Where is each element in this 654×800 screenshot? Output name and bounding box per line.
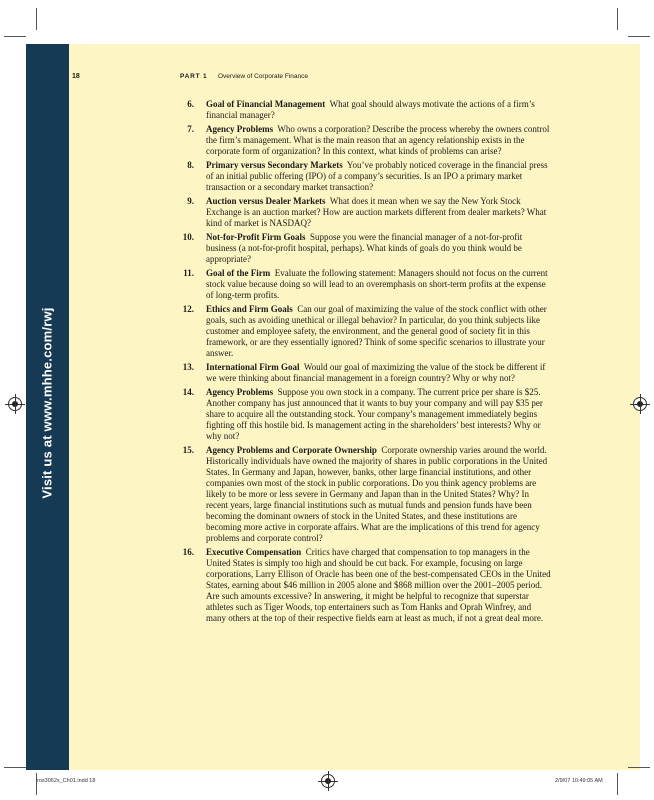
part-label: PART 1 [180, 73, 208, 80]
question-body: Suppose you own stock in a company. The current price per share is $25. Another company has just announced that it wants to buy your company and will pay $35 per share to acquire all the outstanding stock. Your company’s management immediately begins fighting off this hostile bid. Is management acting in the shareholders’ best interests? Why or why not? [206, 387, 543, 441]
sidebar-url-text[interactable]: Visit us at www.mhhe.com/rwj [39, 307, 55, 499]
question-body: Can our goal of maximizing the value of the stock conflict with other goals, such as avoiding unethical or illegal behavior? In particular, do you think subjects like customer and employee safety, the environment, and the general good of society fit in this framework, or are they essentially ignored? Think of some specific scenarios to illustrate your answer. [206, 304, 547, 358]
crop-mark [628, 36, 650, 37]
question-body: What goal should always motivate the actions of a firm’s financial manager? [206, 99, 535, 120]
page-number: 18 [72, 73, 80, 80]
slug-file-name: ros3062x_Ch01.indd 18 [37, 778, 96, 784]
question-item [176, 232, 552, 265]
question-number: 14. [182, 387, 194, 397]
question-item [176, 547, 552, 624]
crop-mark [617, 773, 618, 795]
question-item [176, 124, 552, 157]
question-number: 11. [183, 268, 194, 278]
registration-mark-icon [8, 397, 22, 411]
crop-mark [628, 767, 650, 768]
question-title: Executive Compensation [206, 547, 302, 557]
question-title: Primary versus Secondary Markets [206, 160, 343, 170]
crop-mark [4, 36, 26, 37]
question-number: 10. [182, 232, 194, 242]
question-title: Agency Problems and Corporate Ownership [206, 445, 377, 455]
crop-mark [36, 8, 37, 30]
question-title: Goal of the Firm [206, 268, 271, 278]
question-number: 13. [182, 362, 194, 372]
question-body: Critics have charged that compensation to top managers in the United States is simply too high and should be cut back. For example, focusing on large corporations, Larry Ellison of Oracle has been one of the best-compensated CEOs in the United States, earning about $46 million in 2005 alone and $868 million over the 2001–2005 period. Are such amounts excessive? In answering, it might be helpful to recognize that superstar athletes such as Tiger Woods, top entertainers such as Tom Hanks and Oprah Winfrey, and many others at the top of their respective fields earn at least as much, if not a great deal more. [206, 547, 551, 623]
question-item [176, 362, 552, 384]
question-title: Not-for-Profit Firm Goals [206, 232, 306, 242]
registration-mark-icon [633, 397, 647, 411]
question-item [176, 268, 552, 301]
question-item [176, 304, 552, 359]
question-number: 6. [187, 99, 194, 109]
question-body: Corporate ownership varies around the world. Historically individuals have owned the majority of shares in public corporations in the United States. In Germany and Japan, however, banks, other large financial institutions, and other companies own most of the stock in public corporations. Do you think agency problems are likely to be more or less severe in Germany and Japan than in the United States? Why? In recent years, large financial institutions such as mutual funds and pension funds have been becoming the dominant owners of stock in the United States, and these institutions are becoming more active in corporate affairs. What are the implications of this trend for agency problems and corporate control? [206, 445, 548, 543]
question-list [176, 99, 552, 627]
crop-mark [36, 773, 37, 795]
question-item [176, 160, 552, 193]
part-title: Overview of Corporate Finance [218, 73, 308, 80]
question-body: Suppose you were the financial manager of a not-for-profit business (a not-for-profit hospital, perhaps). What kinds of goals do you think would be appropriate? [206, 232, 523, 264]
question-title: International Firm Goal [206, 362, 300, 372]
question-title: Auction versus Dealer Markets [206, 196, 326, 206]
question-body: You’ve probably noticed coverage in the financial press of an initial public offering (IPO) of a company’s securities. Is an IPO a primary market transaction or a secondary market transaction? [206, 160, 548, 192]
question-title: Agency Problems [206, 387, 274, 397]
question-body: Evaluate the following statement: Managers should not focus on the current stock value because doing so will lead to an overemphasis on short-term profits at the expense of long-term profits. [206, 268, 548, 300]
question-number: 7. [187, 124, 194, 134]
registration-mark-icon [321, 774, 335, 788]
slug-timestamp: 2/9/07 10:49:05 AM [555, 778, 603, 784]
question-number: 9. [187, 196, 194, 206]
question-item [176, 99, 552, 121]
question-number: 12. [182, 304, 194, 314]
question-item [176, 387, 552, 442]
question-title: Agency Problems [206, 124, 274, 134]
crop-mark [4, 767, 26, 768]
question-body: What does it mean when we say the New York Stock Exchange is an auction market? How are auction markets different from dealer markets? What kind of market is NASDAQ? [206, 196, 547, 228]
question-body: Would our goal of maximizing the value of the stock be different if we were thinking about financial management in a foreign country? Why or why not? [206, 362, 546, 383]
question-item [176, 196, 552, 229]
question-title: Ethics and Firm Goals [206, 304, 293, 314]
question-body: Who owns a corporation? Describe the process whereby the owners control the firm’s management. What is the main reason that an agency relationship exists in the corporate form of organization? In this context, what kinds of problems can arise? [206, 124, 550, 156]
question-number: 16. [182, 547, 194, 557]
crop-mark [617, 8, 618, 30]
question-number: 8. [187, 160, 194, 170]
question-number: 15. [182, 445, 194, 455]
question-item [176, 445, 552, 544]
question-title: Goal of Financial Management [206, 99, 326, 109]
